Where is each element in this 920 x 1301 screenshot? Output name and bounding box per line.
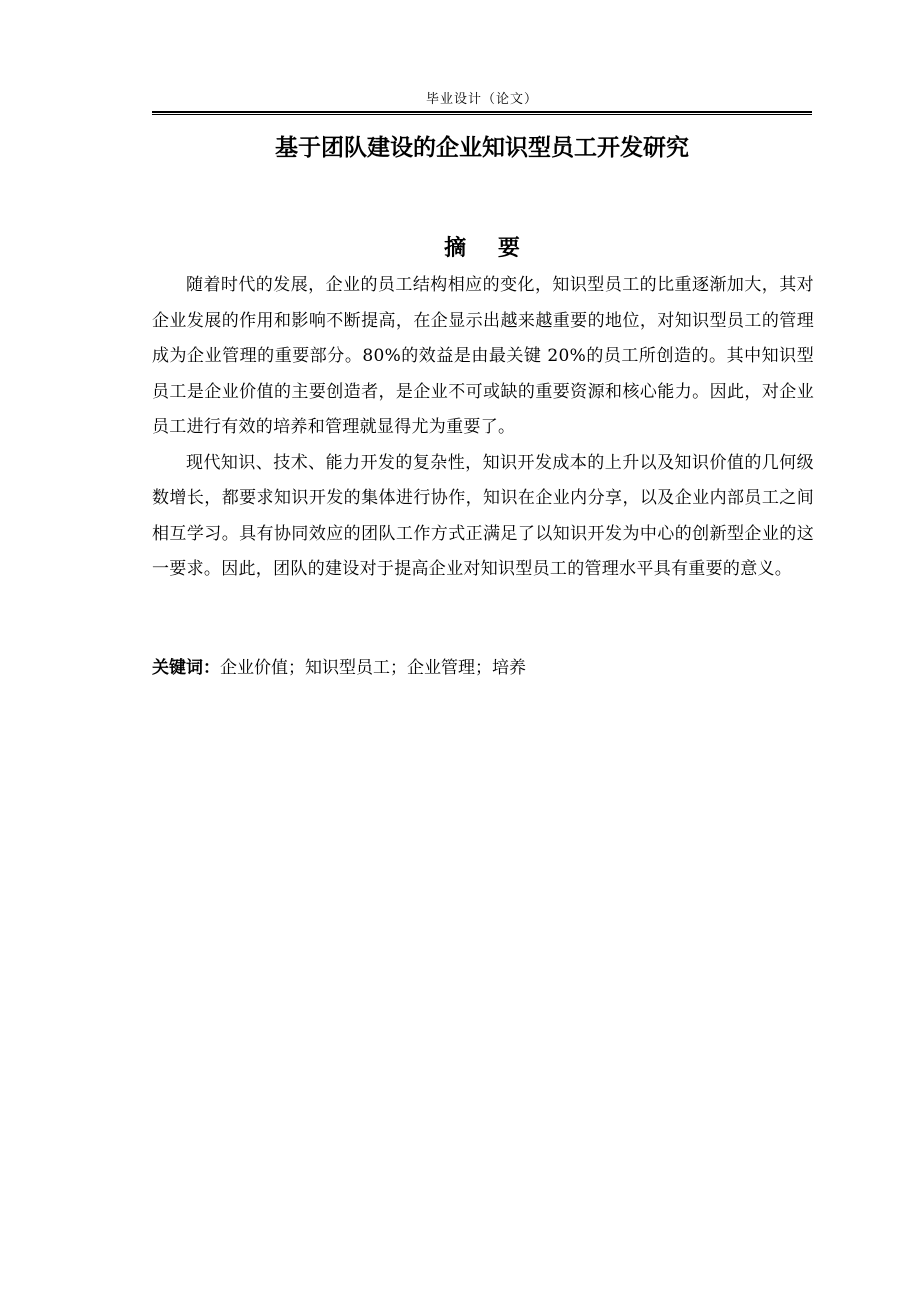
keywords-label: 关键词：	[152, 658, 220, 678]
running-header: 毕业设计（论文）	[425, 92, 538, 107]
keywords-line	[152, 654, 812, 682]
abstract-body	[152, 268, 814, 588]
keywords-text: 企业价值；知识型员工；企业管理；培养	[220, 658, 526, 678]
header-rule	[152, 111, 812, 115]
abstract-heading: 摘 要	[444, 236, 532, 261]
thesis-title: 基于团队建设的企业知识型员工开发研究	[275, 135, 689, 161]
abstract-paragraph-1: 随着时代的发展，企业的员工结构相应的变化，知识型员工的比重逐渐加大，其对企业发展的作用和影响不断提高，在企显示出越来越重要的地位，对知识型员工的管理成为企业管理的重要部分。80%的效益是由最关键 20%的员工所创造的。其中知识型员工是企业价值的主要创造者，是企业不可或缺的重要资源和核心能力。因此，对企业员工进行有效的培养和管理就显得尤为重要了。	[152, 275, 814, 437]
abstract-paragraph-2: 现代知识、技术、能力开发的复杂性，知识开发成本的上升以及知识价值的几何级数增长，都要求知识开发的集体进行协作，知识在企业内分享，以及企业内部员工之间相互学习。具有协同效应的团队工作方式正满足了以知识开发为中心的创新型企业的这一要求。因此，团队的建设对于提高企业对知识型员工的管理水平具有重要的意义。	[152, 452, 814, 579]
